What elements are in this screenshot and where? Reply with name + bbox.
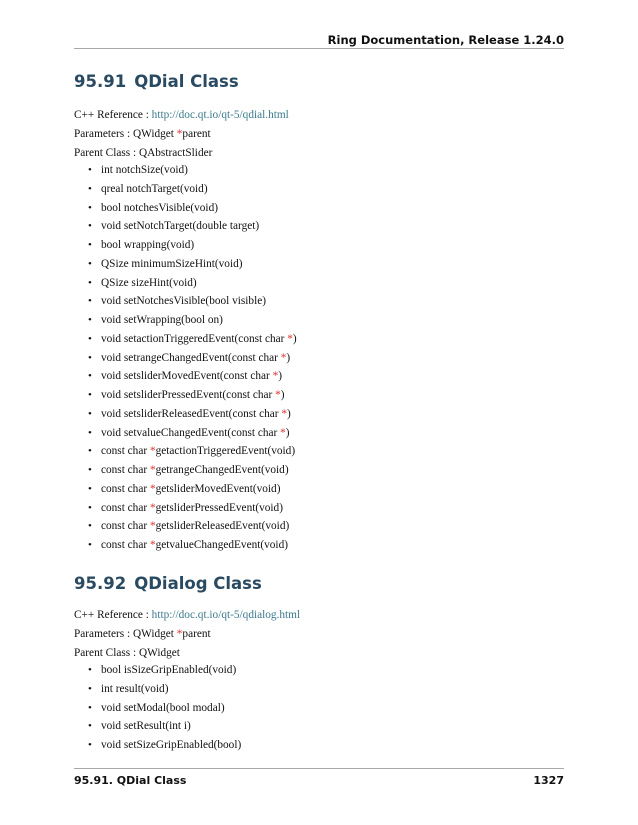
method-text: getsliderPressedEvent(void) (155, 501, 283, 514)
footer-section-label: 95.91. QDial Class (74, 774, 187, 787)
method-item (74, 292, 297, 311)
method-text: ) (285, 426, 290, 439)
method-text: getvalueChangedEvent(void) (155, 539, 288, 551)
bullet-icon: • (88, 464, 92, 476)
pointer-star: * (149, 520, 156, 533)
method-text: const char (101, 445, 150, 458)
method-item (74, 386, 297, 405)
method-item (74, 736, 241, 755)
bullet-icon: • (88, 164, 92, 176)
method-text: void setsliderPressedEvent(const char (101, 389, 276, 401)
method-text: const char (101, 464, 150, 476)
method-item (74, 661, 241, 680)
bullet-icon: • (88, 257, 92, 270)
method-item (74, 680, 241, 699)
pointer-star: * (149, 501, 156, 514)
bullet-icon: • (88, 520, 92, 533)
cpp-reference-link[interactable]: http://doc.qt.io/qt-5/qdial.html (151, 109, 289, 121)
method-list-qdialog (74, 661, 241, 755)
parent-class-label: Parent Class : QAbstractSlider (74, 147, 213, 159)
section-heading-qdial (74, 72, 239, 91)
pointer-star: * (280, 351, 287, 364)
method-text: void setrangeChangedEvent(const char (101, 351, 281, 364)
bullet-icon: • (88, 295, 92, 308)
method-text: bool wrapping(void) (101, 239, 195, 251)
method-item (74, 255, 297, 274)
method-text: bool notchesVisible(void) (101, 201, 218, 214)
pointer-star: * (275, 389, 281, 401)
parent-class-label: Parent Class : QWidget (74, 647, 180, 659)
pointer-star: * (149, 445, 156, 458)
method-text: getsliderMovedEvent(void) (155, 482, 281, 495)
method-item (74, 424, 297, 443)
cpp-reference-line (74, 609, 300, 621)
parameters-label: Parameters : QWidget (74, 128, 174, 140)
parameters-line (74, 628, 211, 640)
cpp-reference-label: C++ Reference : (74, 609, 149, 621)
parent-class-line (74, 147, 212, 159)
bullet-icon: • (88, 501, 92, 514)
cpp-reference-link[interactable]: http://doc.qt.io/qt-5/qdialog.html (151, 609, 301, 621)
bullet-icon: • (88, 351, 92, 364)
bullet-icon: • (88, 201, 92, 214)
parameters-name: parent (182, 128, 211, 140)
method-item (74, 236, 297, 255)
method-text: void setsliderReleasedEvent(const char (101, 407, 282, 420)
bullet-icon: • (88, 182, 92, 195)
bullet-icon: • (88, 720, 92, 733)
bullet-icon: • (88, 701, 92, 714)
method-item (74, 161, 297, 180)
parameters-line (74, 128, 211, 140)
method-text: getactionTriggeredEvent(void) (155, 445, 296, 458)
method-text: void setactionTriggeredEvent(const char (101, 332, 288, 345)
section-number: 95.92 (74, 574, 127, 593)
section-title-text: QDialog Class (134, 574, 262, 593)
method-text: ) (280, 389, 285, 401)
method-text: const char (101, 501, 150, 514)
method-text: const char (101, 520, 150, 533)
method-item (74, 536, 297, 555)
method-item (74, 717, 241, 736)
method-text: ) (292, 332, 297, 345)
pointer-star: * (272, 370, 279, 383)
method-text: QSize minimumSizeHint(void) (101, 257, 243, 270)
method-text: const char (101, 539, 150, 551)
method-text: int result(void) (101, 682, 169, 695)
method-text: getsliderReleasedEvent(void) (155, 520, 290, 533)
method-item (74, 405, 297, 424)
pointer-star: * (149, 464, 156, 476)
cpp-reference-line (74, 109, 289, 121)
method-text: qreal notchTarget(void) (101, 182, 208, 195)
bullet-icon: • (88, 314, 92, 326)
bullet-icon: • (88, 664, 92, 676)
method-item (74, 699, 241, 718)
pointer-star: * (176, 628, 183, 640)
bullet-icon: • (88, 445, 92, 458)
method-text: ) (286, 351, 291, 364)
method-item (74, 199, 297, 218)
method-item (74, 442, 297, 461)
pointer-star: * (281, 407, 288, 420)
bullet-icon: • (88, 239, 92, 251)
bullet-icon: • (88, 739, 92, 751)
method-text: ) (278, 370, 283, 383)
method-text: void setResult(int i) (101, 720, 191, 733)
bullet-icon: • (88, 407, 92, 420)
section-number: 95.91 (74, 72, 127, 91)
bullet-icon: • (88, 426, 92, 439)
document-title: Ring Documentation, Release 1.24.0 (327, 33, 564, 47)
section-heading-qdialog (74, 574, 262, 593)
method-text: void setNotchesVisible(bool visible) (101, 295, 266, 308)
method-item (74, 461, 297, 480)
method-item (74, 274, 297, 293)
pointer-star: * (149, 482, 156, 495)
method-item (74, 311, 297, 330)
pointer-star: * (287, 332, 293, 345)
method-text: bool isSizeGripEnabled(void) (101, 664, 237, 676)
method-item (74, 349, 297, 368)
method-text: void setModal(bool modal) (101, 701, 225, 714)
method-item (74, 499, 297, 518)
method-text: void setSizeGripEnabled(bool) (101, 739, 242, 751)
bullet-icon: • (88, 682, 92, 695)
page-footer (74, 768, 564, 799)
pointer-star: * (176, 128, 183, 140)
page-number: 1327 (533, 774, 564, 787)
method-text: const char (101, 482, 150, 495)
method-text: getrangeChangedEvent(void) (155, 464, 289, 476)
method-text: void setNotchTarget(double target) (101, 220, 260, 233)
parent-class-line (74, 647, 180, 659)
method-text: int notchSize(void) (101, 164, 188, 176)
bullet-icon: • (88, 539, 92, 551)
pointer-star: * (149, 539, 156, 551)
method-item (74, 180, 297, 199)
method-text: void setsliderMovedEvent(const char (101, 370, 273, 383)
section-title-text: QDial Class (134, 72, 239, 91)
method-item (74, 517, 297, 536)
page-header (74, 0, 564, 49)
bullet-icon: • (88, 332, 92, 345)
bullet-icon: • (88, 370, 92, 383)
method-text: QSize sizeHint(void) (101, 276, 197, 289)
parameters-label: Parameters : QWidget (74, 628, 174, 640)
parameters-name: parent (182, 628, 211, 640)
method-item (74, 480, 297, 499)
method-item (74, 367, 297, 386)
cpp-reference-label: C++ Reference : (74, 109, 149, 121)
method-text: void setWrapping(bool on) (101, 314, 223, 326)
bullet-icon: • (88, 482, 92, 495)
method-text: ) (287, 407, 291, 420)
method-item (74, 217, 297, 236)
bullet-icon: • (88, 276, 92, 289)
pointer-star: * (280, 426, 286, 439)
bullet-icon: • (88, 220, 92, 233)
bullet-icon: • (88, 389, 92, 401)
method-list-qdial (74, 161, 297, 555)
method-text: void setvalueChangedEvent(const char (101, 426, 281, 439)
method-item (74, 330, 297, 349)
